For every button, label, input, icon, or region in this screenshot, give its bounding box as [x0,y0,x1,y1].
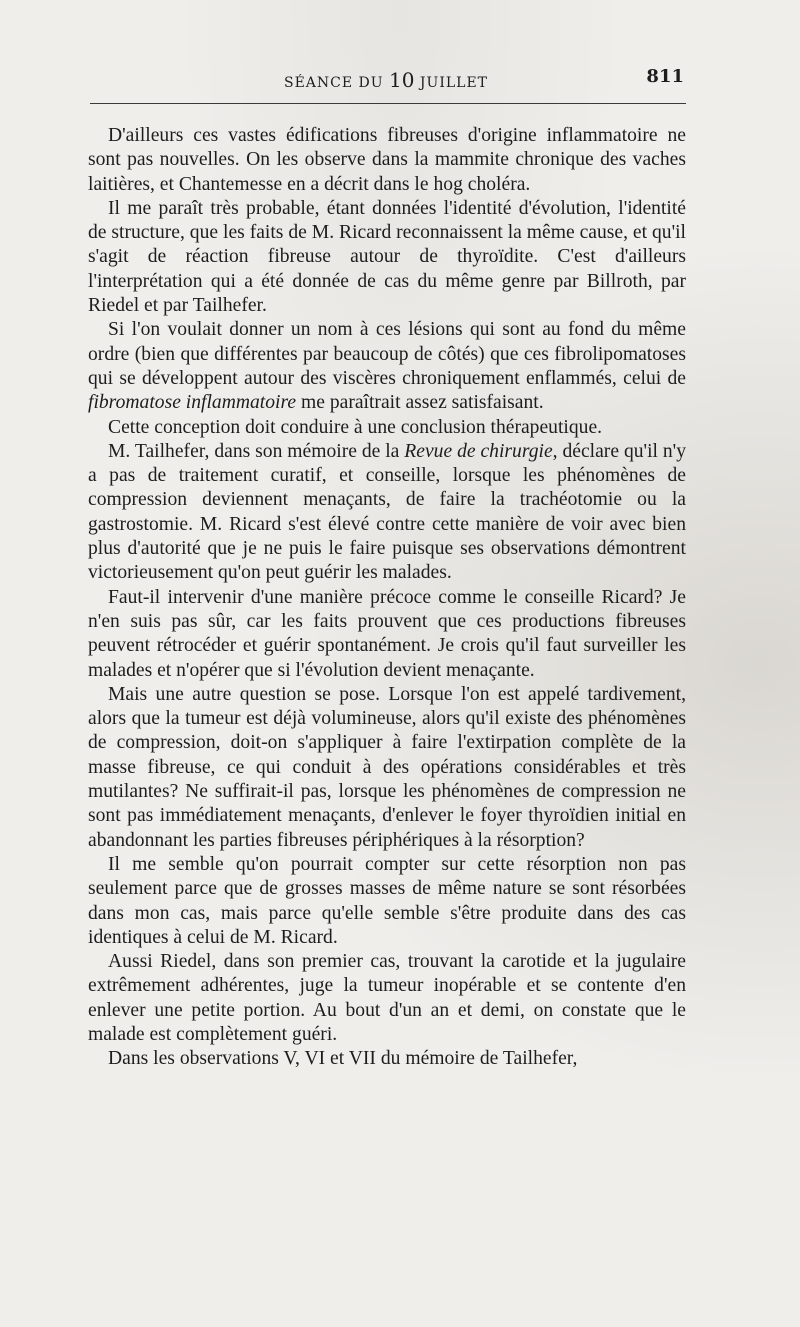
paragraph-4: Cette conception doit conduire à une conclusion thérapeutique. [108,416,603,438]
running-title-day: 10 [389,68,415,92]
paragraph-5-text-before: M. Tailhefer, dans son mémoire de la [108,440,405,462]
paragraph-8: Il me semble qu'on pourrait compter sur cette résorption non pas seulement parce que de grosses masses de même nature se sont résorbées dans mon cas, mais parce qu'elle semble s'être produite dans des cas identiques à celui de M. Ricard. [88,853,686,948]
paragraph-3-text-before: Si l'on voulait donner un nom à ces lésions qui sont au fond du même ordre (bien que différentes par beaucoup de côtés) que ces fibrolipomatoses qui se développent autour des viscères chroniquement enflammés, celui de [88,319,686,389]
paragraph-3 [88,318,686,415]
paragraph-5-italic: Revue de chirurgie [404,440,553,462]
paragraph-6: Faut-il intervenir d'une manière précoce comme le conseille Ricard? Je n'en suis pas sûr, car les faits prouvent que ces productions fibreuses peuvent rétrocéder et guérir spontanément. Je crois qu'il faut surveiller les malades et n'opérer que si l'évolution devient menaçante. [88,586,686,681]
paragraph-3-text-after: me paraîtrait assez satisfaisant. [296,392,544,414]
page-number: 811 [646,66,684,87]
running-title-part2: JUILLET [414,75,489,91]
paragraph-1: D'ailleurs ces vastes édifications fibreuses d'origine inflammatoire ne sont pas nouvelles. On les observe dans la mammite chronique des vaches laitières, et Chantemesse en a décrit dans le hog choléra. [88,125,686,195]
header-rule [90,103,686,104]
running-title [88,68,684,92]
paragraph-2: Il me paraît très probable, étant données l'identité d'évolution, l'identité de structure, que les faits de M. Ricard reconnaissent la même cause, et qu'il s'agit de réaction fibreuse autour de thyroïdite. C'est d'ailleurs l'interprétation qui a été donnée de cas du même genre par Billroth, par Riedel et par Tailhefer. [88,197,686,317]
running-title-part1: SÉANCE DU [283,75,390,91]
body-text [88,124,686,1072]
paragraph-3-italic: fibromatose inflammatoire [88,392,297,414]
paragraph-10: Dans les observations V, VI et VII du mémoire de Tailhefer, [108,1048,578,1070]
paragraph-7: Mais une autre question se pose. Lorsque l'on est appelé tardivement, alors que la tumeur est déjà volumineuse, alors qu'il existe des phénomènes de compression, doit-on s'appliquer à faire l'extirpation complète de la masse fibreuse, ce qui conduit à des opérations considérables et très mutilantes? Ne suffirait-il pas, lorsque les phénomènes de compression ne sont pas immédiatement menaçants, d'enlever le foyer thyroïdien initial en abandonnant les parties fibreuses périphériques à la résorption? [88,683,686,851]
page-header [88,64,684,92]
paragraph-5 [88,440,686,586]
paragraph-9: Aussi Riedel, dans son premier cas, trouvant la carotide et la jugulaire extrêmement adhérentes, juge la tumeur inopérable et se contente d'en enlever une petite portion. Au bout d'un an et demi, on constate que le malade est complètement guéri. [88,951,686,1045]
paragraph-5-text-after: , déclare qu'il n'y a pas de traitement curatif, et conseille, lorsque les phénomènes de compression deviennent menaçants, de faire la trachéotomie ou la gastrostomie. M. Ricard s'est élevé contre cette manière de voir avec bien plus d'autorité que je ne puis le faire puisque ses observations démontrent victorieusement qu'on peut guérir les malades. [88,440,686,584]
